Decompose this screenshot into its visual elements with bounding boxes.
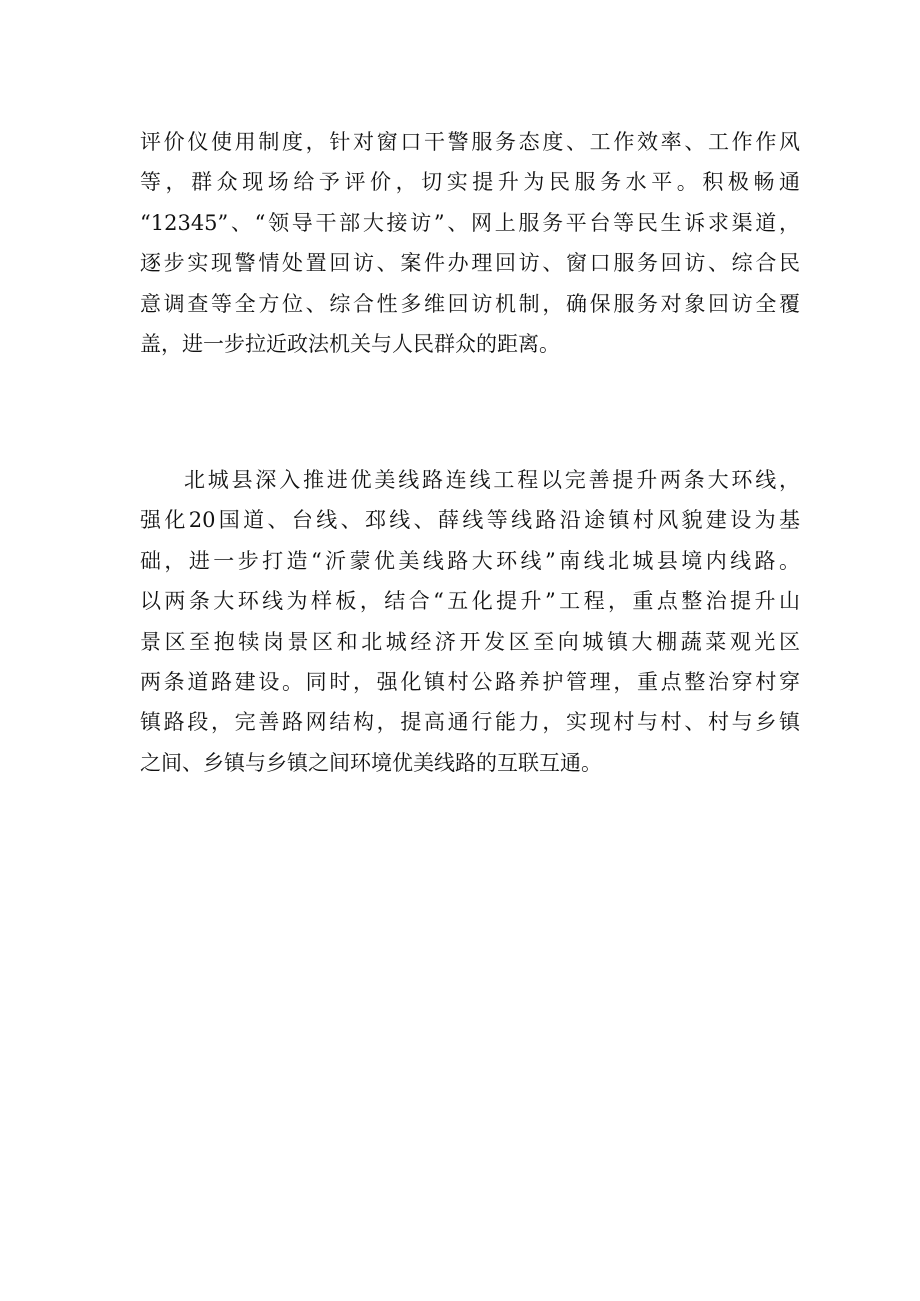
paragraph-line: “12345”、“领导干部大接访”、网上服务平台等民生诉求渠道，: [140, 210, 800, 235]
paragraph-line: 北城县深入推进优美线路连线工程以完善提升两条大环线，: [184, 468, 800, 492]
paragraph-line: 逐步实现警情处置回访、案件办理回访、窗口服务回访、综合民: [140, 251, 800, 276]
paragraph-line: 强化20国道、台线、邳线、薛线等线路沿途镇村风貌建设为基: [140, 508, 800, 533]
paragraph-1: [140, 122, 800, 364]
paragraph-line: 之间、乡镇与乡镇之间环境优美线路的互联互通。: [140, 750, 602, 775]
paragraph-line: 景区至抱犊岗景区和北城经济开发区至向城镇大棚蔬菜观光区: [140, 629, 800, 654]
paragraph-line: 以两条大环线为样板，结合“五化提升”工程，重点整治提升山: [140, 589, 800, 614]
paragraph-line: 两条道路建设。同时，强化镇村公路养护管理，重点整治穿村穿: [140, 669, 800, 694]
paragraph-line: 等，群众现场给予评价，切实提升为民服务水平。积极畅通: [140, 170, 800, 195]
paragraph-line: 评价仪使用制度，针对窗口干警服务态度、工作效率、工作作风: [140, 130, 800, 154]
paragraph-line: 盖，进一步拉近政法机关与人民群众的距离。: [140, 331, 560, 356]
paragraph-line: 意调查等全方位、综合性多维回访机制，确保服务对象回访全覆: [140, 291, 800, 316]
paragraph-line: 础，进一步打造“沂蒙优美线路大环线”南线北城县境内线路。: [140, 548, 800, 573]
paragraph-line: 镇路段，完善路网结构，提高通行能力，实现村与村、村与乡镇: [140, 710, 800, 735]
paragraph-2: [140, 460, 800, 783]
